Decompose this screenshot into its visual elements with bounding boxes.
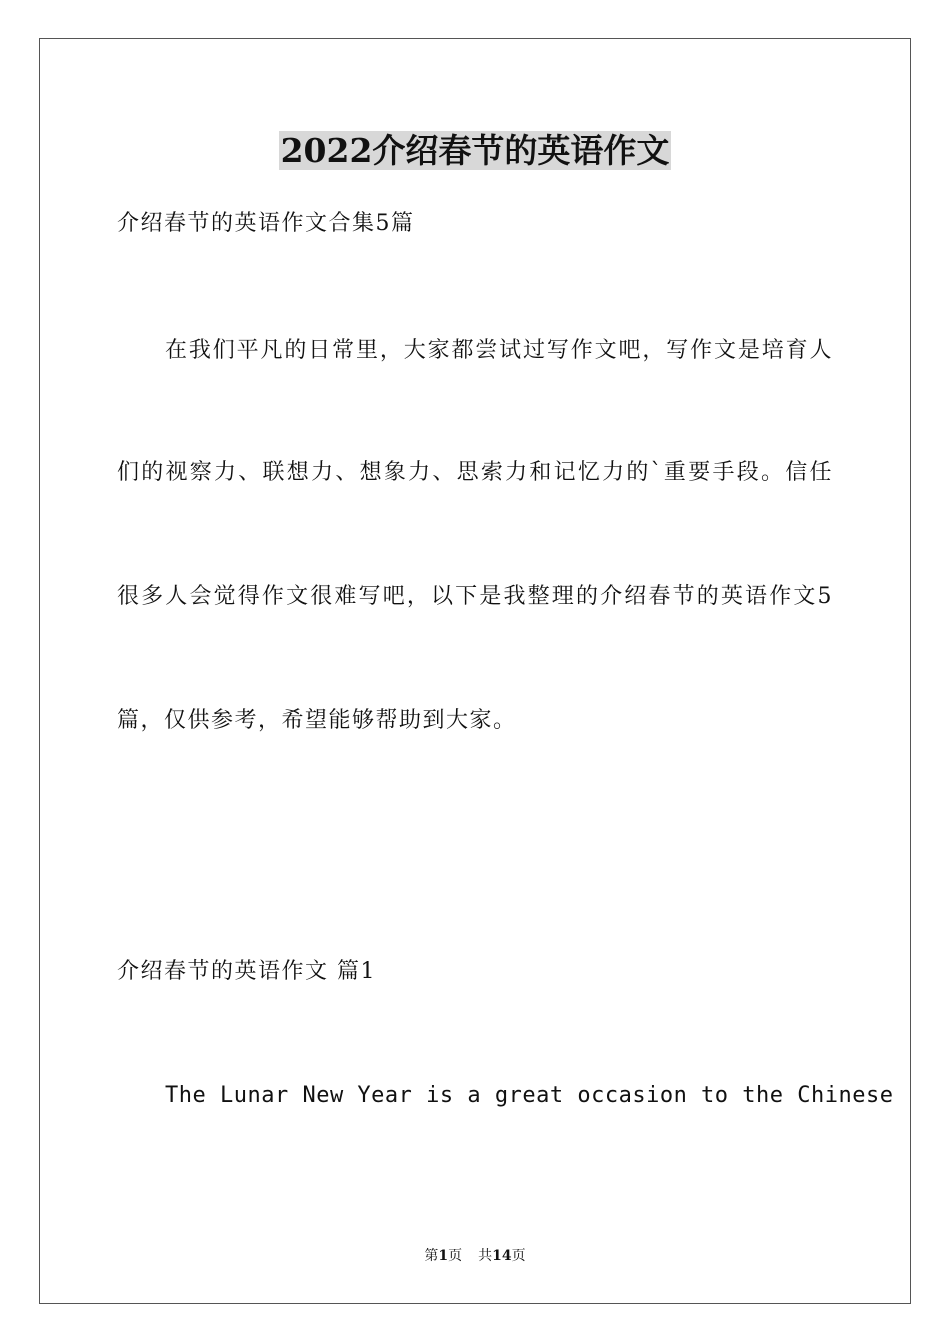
footer-page-number: 1	[438, 1248, 449, 1264]
footer-total-pages: 14	[492, 1248, 512, 1264]
intro-paragraph-line: 篇，仅供参考，希望能够帮助到大家。	[117, 708, 517, 733]
document-title-text: 2022介绍春节的英语作文	[280, 131, 670, 170]
footer-page-suffix: 页	[448, 1248, 463, 1264]
footer-total-suffix: 页	[511, 1248, 526, 1264]
footer-total-prefix: 共	[478, 1248, 493, 1264]
english-paragraph-line: The Lunar New Year is a great occasion to the Chinese	[165, 1083, 894, 1108]
intro-paragraph-line: 们的视察力、联想力、想象力、思索力和记忆力的`重要手段。信任	[117, 460, 833, 485]
intro-paragraph-line: 在我们平凡的日常里，大家都尝试过写作文吧，写作文是培育人	[165, 338, 833, 363]
footer-page-prefix: 第	[424, 1248, 439, 1264]
document-subtitle: 介绍春节的英语作文合集5篇	[117, 211, 415, 236]
section-heading: 介绍春节的英语作文 篇1	[117, 959, 376, 984]
intro-paragraph-line: 很多人会觉得作文很难写吧，以下是我整理的介绍春节的英语作文5	[117, 584, 833, 609]
document-title	[0, 128, 950, 174]
page-footer	[0, 1246, 950, 1266]
